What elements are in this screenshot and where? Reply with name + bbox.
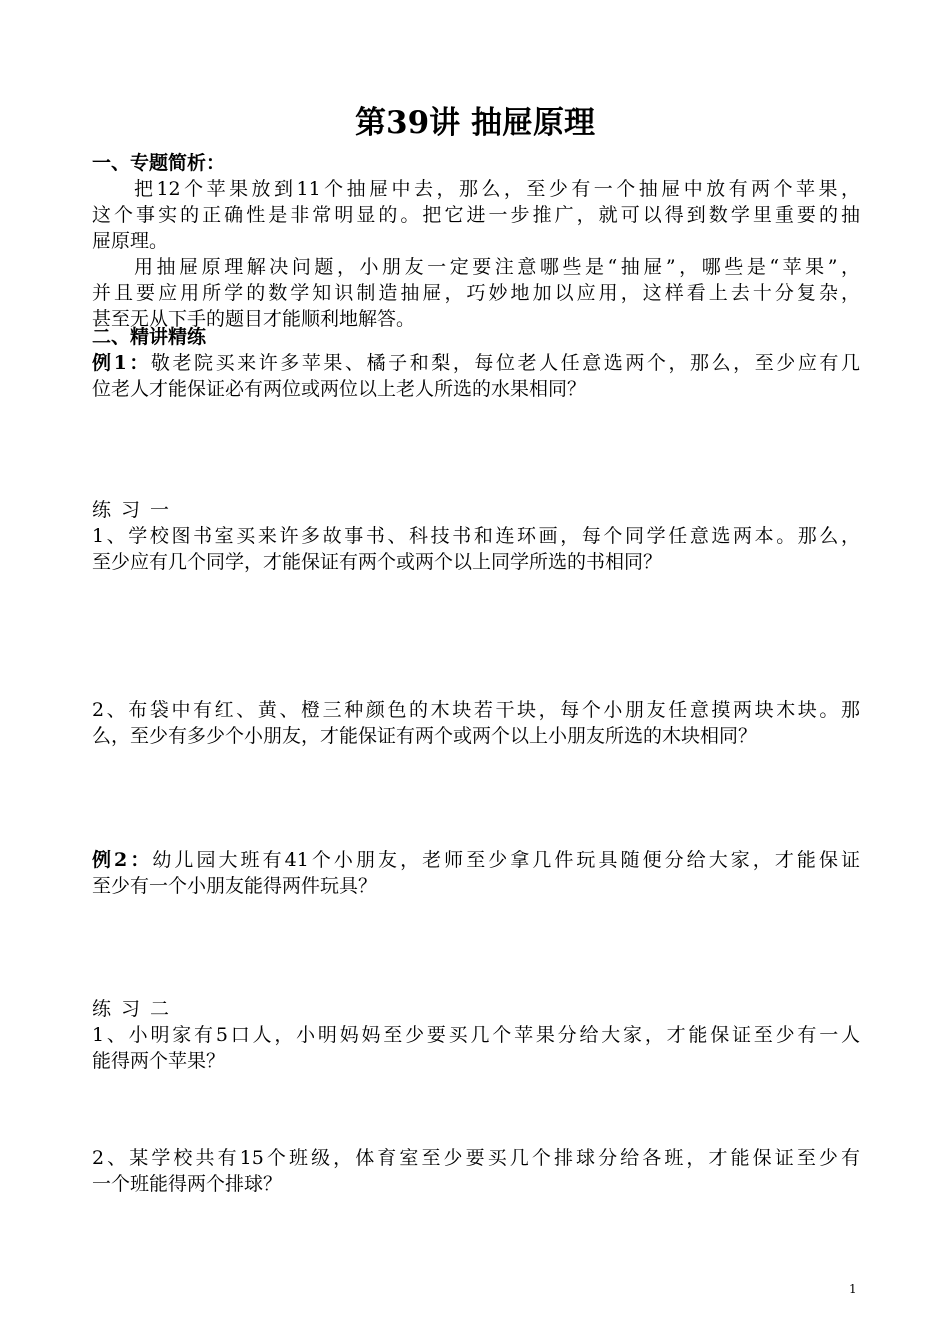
example1-text: 敬老院买来许多苹果、橘子和梨，每位老人任意选两个，那么，至少应有几 xyxy=(150,352,860,374)
page-title: 第39讲 抽屉原理 xyxy=(355,105,595,141)
practice1-q2-line2: 么，至少有多少个小朋友，才能保证有两个或两个以上小朋友所选的木块相同？ xyxy=(92,725,758,747)
example2-line1 xyxy=(92,847,860,873)
practice1-q2-line1: 2、布袋中有红、黄、橙三种颜色的木块若干块，每个小朋友任意摸两块木块。那 xyxy=(92,699,860,721)
intro-para1-line1: 把12个苹果放到11个抽屉中去，那么，至少有一个抽屉中放有两个苹果， xyxy=(134,178,860,200)
practice2-q2-line2: 一个班能得两个排球？ xyxy=(92,1173,283,1195)
page-number: 1 xyxy=(849,1282,857,1296)
intro-para1-line3: 屉原理。 xyxy=(92,230,169,252)
practice2-q2-line1: 2、某学校共有15个班级，体育室至少要买几个排球分给各班，才能保证至少有 xyxy=(92,1147,860,1169)
section1-heading: 一、专题简析： xyxy=(92,152,226,174)
example1-label: 例1： xyxy=(92,352,151,374)
example2-label: 例2： xyxy=(92,849,153,871)
practice2-q1-line1: 1、小明家有5口人，小明妈妈至少要买几个苹果分给大家，才能保证至少有一人 xyxy=(92,1024,860,1046)
practice1-q1-line2: 至少应有几个同学，才能保证有两个或两个以上同学所选的书相同？ xyxy=(92,551,663,573)
example2-line2: 至少有一个小朋友能得两件玩具？ xyxy=(92,875,378,897)
example2-text: 幼儿园大班有41个小朋友，老师至少拿几件玩具随便分给大家，才能保证 xyxy=(152,849,860,871)
section2-heading: 二、精讲精练 xyxy=(92,326,207,348)
practice2-heading: 练习二 xyxy=(92,998,180,1020)
example1-line2: 位老人才能保证必有两位或两位以上老人所选的水果相同？ xyxy=(92,378,587,400)
intro-para2-line1: 用抽屉原理解决问题，小朋友一定要注意哪些是“抽屉”，哪些是“苹果”， xyxy=(134,256,860,278)
practice1-heading: 练习一 xyxy=(92,499,180,521)
intro-para1-line2: 这个事实的正确性是非常明显的。把它进一步推广，就可以得到数学里重要的抽 xyxy=(92,204,860,226)
intro-para2-line3: 甚至无从下手的题目才能顺利地解答。 xyxy=(92,308,416,330)
practice1-q1-line1: 1、学校图书室买来许多故事书、科技书和连环画，每个同学任意选两本。那么， xyxy=(92,525,860,547)
example1-line1 xyxy=(92,350,860,376)
practice2-q1-line2: 能得两个苹果？ xyxy=(92,1050,226,1072)
intro-para2-line2: 并且要应用所学的数学知识制造抽屉，巧妙地加以应用，这样看上去十分复杂， xyxy=(92,282,860,304)
